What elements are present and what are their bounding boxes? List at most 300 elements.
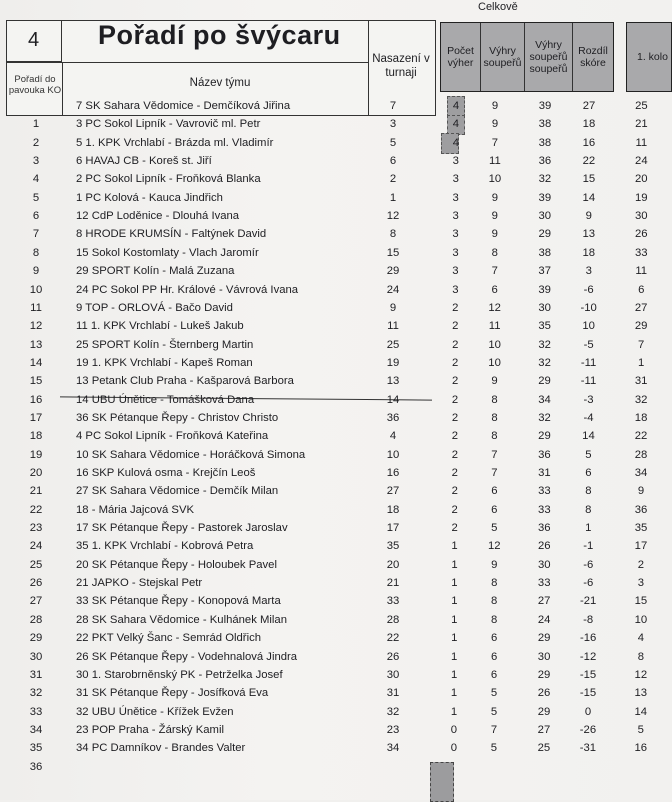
opp-wins-cell: 7 [491,136,499,149]
round1-cell: 6 [638,283,645,296]
opp-wins-cell: 7 [491,265,498,278]
table-row [0,504,672,520]
seed-cell: 27 [386,485,400,498]
rank-cell: 5 [32,191,40,204]
round1-cell: 35 [634,522,648,535]
opp-opp-wins-cell: 32 [538,356,551,369]
opp-opp-wins-cell: 36 [538,448,551,461]
team-cell: 13 Petank Club Praha - Kašparová Barbora [76,375,294,388]
opp-opp-wins-cell: 30 [538,301,551,314]
opp-opp-wins-cell: 38 [538,136,552,149]
seed-cell: 17 [386,522,400,535]
rank-cell: 15 [29,375,43,388]
opp-wins-cell: 12 [488,301,501,314]
wins-cell: 4 [452,118,460,131]
wins-cell: 2 [451,467,458,479]
team-cell: 33 SK Pétanque Řepy - Konopová Marta [76,595,281,608]
wins-cell: 0 [450,742,458,755]
rank-cell: 13 [29,338,43,351]
score-diff-cell: 16 [582,136,596,149]
seed-cell: 15 [386,246,400,259]
opp-wins-cell: 9 [491,191,498,204]
rank-cell: 10 [29,283,43,296]
rank-cell: 26 [29,577,43,590]
team-cell: 17 SK Pétanque Řepy - Pastorek Jaroslav [76,522,288,535]
table-row [0,265,672,281]
table-row [0,687,672,703]
opp-opp-wins-cell: 39 [538,283,551,296]
table-row [0,430,672,446]
page-title: Pořadí po švýcaru [98,20,341,50]
wins-cell: 4 [452,136,460,149]
score-diff-cell: -8 [583,613,594,626]
seed-cell: 2 [389,173,397,186]
table-row [0,339,672,355]
wins-cell: 2 [451,485,458,498]
seed-cell: 31 [386,687,400,700]
opp-opp-wins-cell: 27 [537,595,551,608]
seed-cell: 25 [386,338,400,351]
rank-cell: 6 [32,210,40,223]
table-row [0,742,672,758]
score-diff-cell: -6 [583,283,594,296]
wins-cell: 3 [452,173,459,186]
opp-wins-cell: 10 [488,338,501,351]
opp-wins-cell: 6 [490,632,498,645]
team-cell: 6 HAVAJ CB - Koreš st. Jiří [76,155,212,168]
table-row [0,100,672,116]
score-diff-cell: -16 [579,632,597,645]
score-diff-cell: 14 [582,430,595,443]
score-diff-cell: 22 [582,155,596,168]
team-cell: 7 SK Sahara Vědomice - Demčíková Jiřina [76,100,291,112]
team-cell: 31 SK Pétanque Řepy - Josífková Eva [76,687,269,700]
table-row [0,173,672,189]
round1-cell: 5 [637,723,644,736]
opp-opp-wins-cell: 33 [537,577,551,590]
team-cell: 10 SK Sahara Vědomice - Horáčková Simona [76,448,306,461]
table-row [0,449,672,465]
seed-cell: 9 [389,301,397,314]
opp-wins-cell: 8 [491,430,498,443]
opp-opp-wins-cell: 32 [538,173,552,186]
opp-wins-cell: 8 [491,577,498,590]
team-cell: 27 SK Sahara Vědomice - Demčík Milan [76,485,279,498]
opp-wins-cell: 10 [488,356,501,369]
score-diff-cell: 13 [582,228,596,241]
rank-cell: 25 [29,558,43,571]
score-diff-cell: 18 [582,246,596,259]
wins-cell: 3 [452,210,459,223]
team-cell: 32 UBU Únětice - Křížek Evžen [76,705,234,718]
col-header-score-diff: Rozdíl skóre [578,45,608,69]
opp-wins-cell: 5 [490,742,498,755]
table-row [0,357,672,373]
opp-opp-wins-cell: 38 [538,118,552,131]
score-diff-cell: -26 [579,723,597,736]
rank-cell: 24 [29,540,43,553]
wins-cell: 0 [450,723,458,736]
round1-cell: 33 [634,246,648,259]
rank-cell: 12 [29,320,43,333]
round1-cell: 13 [634,687,648,700]
team-cell: 22 PKT Velký Šanc - Semrád Oldřich [76,632,262,645]
round-number: 4 [6,20,62,62]
team-cell: 28 SK Sahara Vědomice - Kulhánek Milan [76,613,287,626]
col-header-wins: Počet výher [441,23,481,91]
opp-opp-wins-cell: 39 [538,100,552,112]
team-cell: 15 Sokol Kostomlaty - Vlach Jaromír [76,246,259,259]
rank-cell: 18 [29,430,43,443]
wins-cell: 2 [451,411,459,424]
team-cell: 11 1. KPK Vrchlabí - Lukeš Jakub [76,320,244,333]
opp-wins-cell: 9 [491,210,498,223]
opp-opp-wins-cell: 26 [537,540,551,553]
seed-cell: 4 [389,430,397,443]
opp-wins-cell: 6 [490,650,498,663]
table-row [0,247,672,263]
round1-cell: 21 [635,118,648,131]
col-header-seed: Nasazení v turnaji [372,53,430,79]
score-diff-cell: 8 [585,503,592,516]
table-row [0,375,672,391]
round1-cell: 11 [635,265,648,278]
score-diff-cell: -3 [583,393,594,406]
seed-cell: 12 [386,210,400,223]
wins-cell: 3 [452,155,459,168]
table-row [0,412,672,428]
wins-cell: 3 [452,246,459,259]
table-row [0,284,672,300]
team-cell: 1 PC Kolová - Kauca Jindřich [76,191,223,204]
round1-cell: 10 [634,613,648,626]
team-cell: 4 PC Sokol Lipník - Froňková Kateřina [76,430,269,443]
opp-wins-cell: 7 [490,723,498,736]
seed-cell: 1 [389,191,397,204]
wins-cell: 3 [452,191,459,204]
table-row [0,577,672,593]
wins-cell: 2 [451,430,459,443]
rank-cell: 32 [29,687,43,700]
wins-cell: 2 [452,301,459,314]
opp-wins-cell: 8 [491,595,498,608]
rank-cell: 3 [32,155,40,168]
table-row [0,614,672,630]
score-diff-cell: 14 [582,191,596,204]
round1-cell: 22 [634,430,648,443]
rank-cell: 4 [32,173,40,186]
score-diff-cell: -31 [579,742,597,755]
opp-wins-cell: 9 [491,118,499,131]
opp-opp-wins-cell: 30 [537,558,551,571]
score-diff-cell: -10 [580,301,597,314]
opp-wins-cell: 8 [491,246,498,259]
rank-cell: 20 [29,467,43,479]
opp-wins-cell: 7 [491,448,498,461]
round1-cell: 29 [634,320,648,333]
rank-cell: 31 [29,668,43,681]
rank-cell: 28 [29,613,43,626]
rank-cell: 22 [29,503,43,516]
opp-wins-cell: 5 [491,522,498,535]
score-diff-cell: -15 [579,687,597,700]
table-row [0,706,672,722]
rank-cell: 16 [29,393,43,406]
rank-cell: 1 [32,118,40,131]
seed-cell: 35 [386,540,400,553]
seed-cell: 21 [386,577,400,590]
opp-wins-cell: 8 [491,393,498,406]
opp-opp-wins-cell: 33 [538,503,551,516]
table-row [0,724,672,740]
table-row [0,540,672,556]
seed-cell: 24 [386,283,400,296]
opp-opp-wins-cell: 29 [538,430,551,443]
seed-cell: 34 [386,742,400,755]
table-row [0,118,672,134]
rank-cell: 14 [29,356,43,369]
score-diff-cell: 3 [585,265,592,278]
seed-cell: 32 [386,705,400,718]
opp-opp-wins-cell: 30 [537,650,551,663]
wins-cell: 2 [451,503,458,516]
round1-cell: 25 [635,100,648,112]
team-cell: 29 SPORT Kolín - Malá Zuzana [76,265,235,278]
seed-cell: 26 [386,650,400,663]
seed-cell: 5 [389,136,397,149]
wins-cell: 2 [452,320,459,333]
wins-cell: 1 [451,577,458,590]
rank-cell: 21 [29,485,43,498]
round1-cell: 32 [634,393,648,406]
team-cell: 5 1. KPK Vrchlabí - Brázda ml. Vladimír [76,136,274,149]
opp-opp-wins-cell: 29 [537,668,551,681]
score-diff-cell: 10 [582,320,595,333]
seed-cell: 33 [386,595,400,608]
opp-opp-wins-cell: 29 [538,375,551,388]
round1-cell: 12 [634,668,648,681]
table-row [0,155,672,171]
round1-cell: 2 [637,558,645,571]
opp-opp-wins-cell: 32 [538,338,551,351]
score-diff-cell: -15 [579,668,597,681]
score-diff-cell: -5 [583,338,594,351]
table-row [0,394,672,410]
seed-cell: 16 [386,467,400,479]
score-diff-cell: -6 [583,558,594,571]
overall-label: Celkově [478,1,518,13]
opp-opp-wins-cell: 33 [538,485,551,498]
table-row [0,669,672,685]
team-cell: 35 1. KPK Vrchlabí - Kobrová Petra [76,540,254,553]
table-row [0,485,672,501]
wins-cell: 2 [452,338,459,351]
opp-opp-wins-cell: 37 [538,265,551,278]
opp-opp-wins-cell: 29 [538,228,552,241]
score-diff-cell: -11 [580,356,597,369]
opp-opp-wins-cell: 29 [537,705,551,718]
opp-opp-wins-cell: 26 [537,687,551,700]
wins-cell: 3 [452,283,459,296]
team-cell: 12 CdP Loděnice - Dlouhá Ivana [76,210,240,223]
team-cell: 8 HRODE KRUMSÍN - Faltýnek David [76,228,267,241]
table-row [0,137,672,153]
rank-cell: 27 [29,595,43,608]
col-header-opp-opp-wins: Výhry soupeřů soupeřů [525,23,573,91]
round1-cell: 18 [634,411,648,424]
rank-cell: 30 [29,650,43,663]
opp-opp-wins-cell: 38 [538,246,552,259]
table-row [0,228,672,244]
team-cell: 23 POP Praha - Žárský Kamil [76,723,224,736]
opp-wins-cell: 12 [487,540,501,553]
score-diff-cell: 0 [584,705,592,718]
opp-wins-cell: 11 [489,155,501,168]
table-row [0,761,672,777]
rank-cell: 2 [32,136,40,149]
rank-cell: 8 [32,246,40,259]
wins-cell: 2 [451,522,458,535]
score-diff-cell: 8 [585,485,592,498]
opp-wins-cell: 5 [490,687,498,700]
col-header-team: Název týmu [189,77,251,89]
wins-cell: 1 [451,613,458,626]
seed-cell: 6 [389,155,397,168]
rank-cell: 29 [29,632,43,645]
table-row [0,467,672,483]
opp-opp-wins-cell: 31 [538,467,551,479]
seed-cell: 23 [386,723,400,736]
seed-cell: 18 [386,503,400,516]
score-diff-cell: 1 [585,522,592,535]
rank-cell: 17 [29,411,43,424]
score-diff-cell: 27 [582,100,596,112]
round1-cell: 7 [638,338,645,351]
team-cell: 2 PC Sokol Lipník - Froňková Blanka [76,173,261,186]
seed-cell: 36 [386,411,400,424]
seed-cell: 11 [387,320,399,333]
opp-wins-cell: 9 [491,228,498,241]
score-diff-cell: 18 [582,118,596,131]
table-row [0,210,672,226]
team-cell: 34 PC Damníkov - Brandes Valter [76,742,246,755]
rank-cell: 34 [29,723,43,736]
opp-opp-wins-cell: 36 [538,155,552,168]
round1-cell: 16 [634,742,648,755]
opp-opp-wins-cell: 35 [538,320,551,333]
seed-cell: 30 [386,668,400,681]
wins-cell: 2 [452,356,459,369]
round1-cell: 24 [635,155,648,168]
seed-cell: 22 [386,632,400,645]
wins-cell: 1 [450,668,458,681]
seed-cell: 8 [389,228,397,241]
team-cell: 26 SK Pétanque Řepy - Vodehnalová Jindra [76,650,298,663]
opp-wins-cell: 7 [491,467,498,479]
table-row [0,522,672,538]
score-diff-cell: -6 [583,577,594,590]
score-diff-cell: -4 [583,411,594,424]
opp-wins-cell: 9 [491,100,499,112]
team-cell: 21 JAPKO - Stejskal Petr [76,577,203,590]
wins-cell: 3 [452,265,459,278]
opp-opp-wins-cell: 36 [538,522,551,535]
round1-cell: 26 [634,228,648,241]
opp-opp-wins-cell: 25 [537,742,551,755]
wins-cell: 2 [451,393,459,406]
opp-wins-cell: 9 [491,558,498,571]
score-diff-cell: 6 [585,467,592,479]
opp-opp-wins-cell: 34 [538,393,551,406]
round1-cell: 11 [635,136,648,149]
table-row [0,192,672,208]
opp-opp-wins-cell: 27 [537,723,551,736]
team-cell: 9 TOP - ORLOVÁ - Bačo David [76,301,233,314]
table-row [0,651,672,667]
opp-wins-cell: 5 [490,705,498,718]
rank-cell: 9 [32,265,40,278]
seed-cell: 3 [389,118,397,131]
wins-cell: 1 [450,687,458,700]
wins-cell: 3 [452,228,459,241]
opp-opp-wins-cell: 32 [538,411,551,424]
team-cell: 18 - Mária Jajcová SVK [76,503,195,516]
round1-cell: 31 [634,375,648,388]
seed-cell: 10 [386,448,400,461]
wins-cell: 1 [451,650,458,663]
round1-cell: 36 [634,503,648,516]
round1-cell: 14 [634,705,648,718]
round1-cell: 17 [634,540,648,553]
table-row [0,632,672,648]
wins-cell: 1 [451,558,458,571]
seed-cell: 19 [386,356,400,369]
opp-wins-cell: 11 [488,320,501,333]
table-row [0,320,672,336]
seed-cell: 20 [386,558,400,571]
seed-cell: 13 [386,375,400,388]
score-diff-cell: 5 [585,448,592,461]
round1-cell: 28 [634,448,648,461]
opp-wins-cell: 6 [491,485,498,498]
table-row [0,559,672,575]
rank-cell: 33 [29,705,43,718]
table-row [0,302,672,318]
score-diff-cell: -11 [580,375,597,388]
opp-wins-cell: 6 [491,283,498,296]
opp-wins-cell: 6 [491,503,498,516]
opp-wins-cell: 10 [488,173,502,186]
round1-cell: 27 [634,301,648,314]
seed-cell: 7 [389,100,397,112]
opp-opp-wins-cell: 39 [538,191,552,204]
team-cell: 16 SKP Kulová osma - Krejčín Leoš [76,467,256,479]
team-cell: 30 1. Starobrněnský PK - Petrželka Josef [76,668,283,681]
score-diff-cell: -1 [583,540,594,553]
team-cell: 19 1. KPK Vrchlabí - Kapeš Roman [76,356,253,369]
opp-wins-cell: 8 [491,613,498,626]
team-cell: 14 UBU Únětice - Tomášková Dana [76,393,255,406]
round1-cell: 3 [637,577,645,590]
table-row [0,595,672,611]
rank-cell: 36 [29,760,43,773]
wins-cell: 2 [451,448,458,461]
round1-cell: 15 [634,595,648,608]
round1-cell: 9 [637,485,645,498]
score-diff-cell: -12 [579,650,597,663]
wins-cell: 1 [451,595,458,608]
round1-cell: 30 [634,210,648,223]
